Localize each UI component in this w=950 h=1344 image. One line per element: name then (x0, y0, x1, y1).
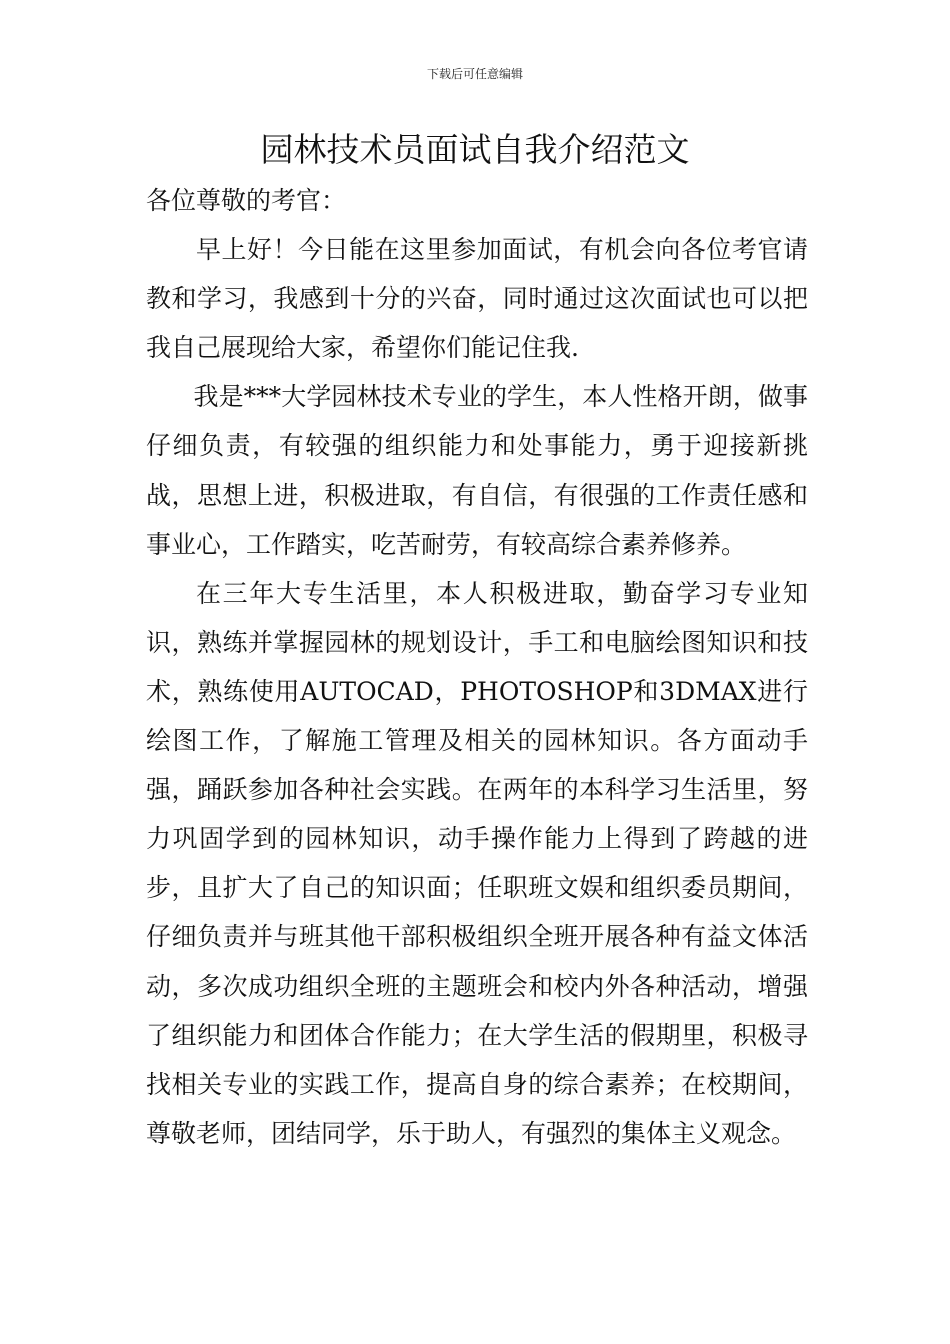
document-title: 园林技术员面试自我介绍范文 (260, 130, 690, 169)
paragraph-experience: 在三年大专生活里，本人积极进取，勤奋学习专业知识，熟练并掌握园林的规划设计，手工和电脑绘图知识和技术，熟练使用AUTOCAD，PHOTOSHOP和3DMAX进行绘图工作，了解施工管理及相关的园林知识。各方面动手强，踊跃参加各种社会实践。在两年的本科学习生活里，努力巩固学到的园林知识，动手操作能力上得到了跨越的进步，且扩大了自己的知识面；任职班文娱和组织委员期间，仔细负责并与班其他干部积极组织全班开展各种有益文体活动，多次成功组织全班的主题班会和校内外各种活动，增强了组织能力和团体合作能力；在大学生活的假期里，积极寻找相关专业的实践工作，提高自身的综合素养；在校期间，尊敬老师，团结同学，乐于助人，有强烈的集体主义观念。 (146, 578, 808, 1148)
document-body (146, 176, 808, 1158)
paragraph-greeting: 早上好！今日能在这里参加面试，有机会向各位考官请教和学习，我感到十分的兴奋，同时通过这次面试也可以把我自己展现给大家，希望你们能记住我. (146, 235, 808, 363)
header-note: 下载后可任意编辑 (426, 67, 523, 81)
salutation: 各位尊敬的考官： (146, 186, 347, 215)
paragraph-self-intro: 我是***大学园林技术专业的学生，本人性格开朗，做事仔细负责，有较强的组织能力和处事能力，勇于迎接新挑战，思想上进，积极进取，有自信，有很强的工作责任感和事业心，工作踏实，吃苦耐劳，有较高综合素养修养。 (146, 382, 808, 559)
